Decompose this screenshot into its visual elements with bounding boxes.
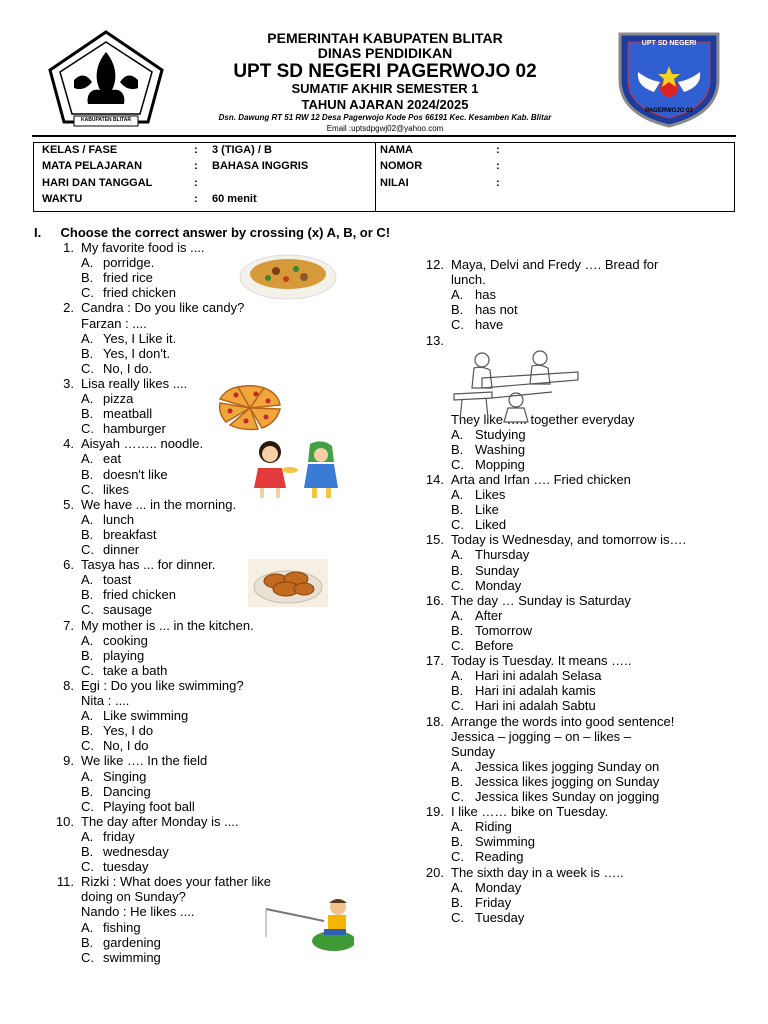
option-letter[interactable]: B. (81, 844, 94, 859)
option-letter[interactable]: C. (81, 360, 94, 376)
question-text: Aisyah …….. noodle. (81, 436, 204, 452)
header-line1: PEMERINTAH KABUPATEN BLITAR (267, 30, 503, 46)
nilai-colon[interactable]: : (496, 177, 500, 189)
answer-option[interactable]: doesn't like (103, 466, 168, 482)
answer-option[interactable]: Reading (475, 849, 524, 865)
question-number: 7. (63, 617, 74, 633)
option-letter[interactable]: C. (451, 849, 464, 865)
option-letter[interactable]: A. (81, 919, 94, 935)
question-text: The sixth day in a week is ….. (451, 864, 624, 880)
answer-option[interactable]: fried chicken (103, 587, 176, 603)
option-letter[interactable]: C. (451, 577, 464, 593)
answer-option[interactable]: gardening (103, 934, 161, 950)
question-text: Arta and Irfan …. Fried chicken (451, 471, 631, 487)
option-letter[interactable]: B. (81, 587, 94, 603)
nama-label: NAMA (380, 144, 413, 156)
option-letter[interactable]: B. (451, 302, 464, 318)
nilai-label: NILAI (380, 177, 409, 189)
question-number: 6. (63, 557, 74, 573)
question-number: 17. (425, 653, 444, 669)
answer-option[interactable]: cooking (103, 632, 148, 648)
answer-option[interactable]: Dancing (103, 783, 151, 799)
option-letter[interactable]: A. (81, 828, 94, 844)
question-text: We have ... in the morning. (81, 496, 237, 512)
question-text: Rizki : What does your father like (81, 874, 272, 890)
fried-chicken-image (248, 559, 328, 607)
option-letter[interactable]: A. (81, 572, 94, 588)
answer-option[interactable]: has (475, 287, 496, 303)
answer-option[interactable]: Likes (475, 487, 506, 502)
kelas-label: KELAS / FASE (42, 144, 118, 156)
pizza-image (216, 385, 284, 431)
left-logo-caption: KABUPATEN BLITAR (81, 117, 131, 123)
option-letter[interactable]: C. (81, 662, 94, 678)
answer-option[interactable]: fishing (103, 919, 141, 935)
question-text: We like …. In the field (81, 753, 208, 769)
option-letter[interactable]: B. (81, 783, 94, 799)
answer-option[interactable]: Thursday (475, 547, 530, 563)
answer-option[interactable]: Playing foot ball (103, 798, 195, 814)
answer-option[interactable]: likes (103, 481, 130, 497)
option-letter[interactable]: C. (451, 638, 464, 653)
mapel-value: BAHASA INGGRIS (212, 160, 309, 172)
option-letter[interactable]: B. (81, 345, 94, 361)
option-letter[interactable]: A. (81, 632, 94, 648)
nomor-colon[interactable]: : (496, 160, 500, 172)
option-letter[interactable]: B. (81, 466, 94, 482)
option-letter[interactable]: C. (81, 285, 94, 301)
question-number: 2. (63, 300, 74, 316)
school-year: TAHUN AJARAN 2024/2025 (301, 97, 469, 112)
answer-option[interactable]: Hari ini adalah kamis (475, 683, 596, 699)
option-letter[interactable]: A. (81, 768, 94, 784)
waktu-value: 60 menit (212, 193, 257, 205)
answer-option[interactable]: toast (103, 572, 132, 588)
question-text: They like ….. together everyday (451, 411, 635, 427)
answer-option[interactable]: wednesday (103, 844, 169, 859)
answer-option[interactable]: playing (103, 647, 145, 663)
option-letter[interactable]: B. (451, 894, 464, 910)
option-letter[interactable]: A. (451, 487, 464, 502)
right-logo-top-text: UPT SD NEGERI (641, 40, 697, 47)
school-name: UPT SD NEGERI PAGERWOJO 02 (233, 61, 537, 82)
question-number: 14. (425, 471, 444, 487)
option-letter[interactable]: C. (451, 317, 464, 333)
question-text: The day … Sunday is Saturday (451, 592, 631, 608)
option-letter[interactable]: C. (81, 421, 94, 437)
option-letter[interactable]: A. (451, 758, 464, 774)
answer-option[interactable]: hamburger (103, 421, 166, 437)
question-number: 20. (425, 864, 444, 880)
option-letter[interactable]: B. (81, 406, 94, 422)
question-number: 19. (425, 804, 444, 820)
option-letter[interactable]: A. (451, 287, 464, 303)
answer-option[interactable]: Sunday (475, 562, 520, 578)
question-number: 16. (425, 592, 444, 608)
answer-option[interactable]: porridge. (103, 255, 155, 271)
question-number: 3. (63, 375, 74, 391)
option-letter[interactable]: C. (81, 798, 94, 814)
option-letter[interactable]: B. (451, 441, 464, 457)
question-text: Sunday (451, 743, 496, 759)
option-letter[interactable]: A. (451, 668, 464, 684)
question-number: 18. (425, 713, 444, 729)
question-text: Maya, Delvi and Fredy …. Bread for (451, 257, 659, 272)
answer-option[interactable]: Singing (103, 768, 147, 784)
question-number: 12. (425, 257, 444, 272)
option-letter[interactable]: A. (81, 330, 94, 346)
answer-option[interactable]: Yes, I don't. (103, 345, 171, 361)
answer-option[interactable]: Yes, I do (103, 723, 154, 739)
question-number: 9. (63, 753, 74, 769)
question-text: Nando : He likes .... (81, 904, 195, 920)
option-letter[interactable]: C. (451, 517, 464, 533)
question-text: Tasya has ... for dinner. (81, 557, 216, 573)
question-number: 13. (425, 332, 444, 348)
answer-option[interactable]: has not (475, 302, 518, 318)
question-number: 8. (63, 677, 74, 693)
answer-option[interactable]: take a bath (103, 662, 168, 678)
mapel-colon: : (194, 160, 198, 172)
question-number: 10. (55, 813, 74, 829)
school-address: Dsn. Dawung RT 51 RW 12 Desa Pagerwojo Kode Pos 66191 Kec. Kesamben Kab. Blitar (218, 113, 552, 122)
answer-option[interactable]: Jessica likes jogging Sunday on (475, 758, 660, 774)
section-instruction: Choose the correct answer by crossing (x) A, B, or C! (60, 225, 391, 240)
question-text: I like …… bike on Tuesday. (451, 804, 609, 820)
option-letter[interactable]: C. (451, 789, 464, 804)
option-letter[interactable]: A. (451, 547, 464, 563)
option-letter[interactable]: B. (451, 502, 464, 518)
answer-option[interactable]: breakfast (103, 526, 157, 542)
question-text: Jessica – jogging – on – likes – (451, 728, 631, 744)
waktu-label: WAKTU (42, 193, 83, 205)
option-letter[interactable]: B. (81, 723, 94, 739)
answer-option[interactable]: Hari ini adalah Selasa (475, 668, 602, 684)
answer-option[interactable]: After (475, 607, 503, 623)
answer-option[interactable]: Hari ini adalah Sabtu (475, 698, 596, 714)
nomor-label: NOMOR (380, 160, 423, 172)
option-letter[interactable]: C. (451, 456, 464, 472)
question-text: Nita : .... (81, 693, 130, 708)
question-text: Today is Tuesday. It means ….. (451, 653, 632, 669)
kelas-colon: : (194, 144, 198, 156)
hari-label: HARI DAN TANGGAL (42, 177, 153, 189)
info-divider (375, 143, 376, 211)
option-letter[interactable]: B. (81, 647, 94, 663)
question-number: 5. (63, 496, 74, 512)
answer-option[interactable]: lunch (103, 511, 135, 527)
answer-option[interactable]: Like swimming (103, 708, 189, 724)
question-text: My mother is ... in the kitchen. (81, 617, 254, 633)
answer-option[interactable]: meatball (103, 406, 153, 422)
header-rule (32, 135, 736, 137)
question-text: Egi : Do you like swimming? (81, 677, 244, 693)
question-number: 11. (56, 874, 74, 890)
answer-option[interactable]: Swimming (475, 834, 535, 850)
option-letter[interactable]: C. (451, 698, 464, 714)
answer-option[interactable]: friday (103, 828, 135, 844)
girls-noodle-image (250, 438, 342, 500)
section-roman: I. (34, 225, 42, 240)
option-letter[interactable]: A. (451, 607, 464, 623)
option-letter[interactable]: B. (451, 562, 464, 578)
answer-option[interactable]: Riding (475, 819, 512, 835)
question-number: 1. (63, 240, 74, 255)
question-number: 4. (63, 436, 74, 452)
answer-option[interactable]: Jessica likes Sunday on jogging (475, 789, 660, 804)
mapel-label: MATA PELAJARAN (42, 160, 143, 172)
option-letter[interactable]: A. (81, 451, 94, 467)
option-letter[interactable]: A. (81, 391, 94, 406)
option-letter[interactable]: B. (451, 683, 464, 699)
nama-colon[interactable]: : (496, 144, 500, 156)
answer-option[interactable]: Yes, I Like it. (103, 330, 177, 346)
option-letter[interactable]: C. (81, 949, 94, 965)
answer-option[interactable]: Tuesday (475, 909, 525, 925)
section-heading (34, 225, 390, 240)
question-text: The day after Monday is .... (81, 813, 239, 829)
answer-option[interactable]: Liked (475, 517, 507, 533)
option-letter[interactable]: A. (451, 879, 464, 895)
option-letter[interactable]: A. (81, 255, 94, 271)
header-line2: DINAS PENDIDIKAN (317, 45, 453, 61)
option-letter[interactable]: B. (81, 270, 94, 286)
option-letter[interactable]: B. (451, 834, 464, 850)
option-letter[interactable]: B. (451, 622, 464, 638)
option-letter[interactable]: C. (451, 909, 464, 925)
school-email: Email :uptsdpgwj02@yahoo.com (326, 124, 444, 133)
option-letter[interactable]: B. (451, 773, 464, 789)
answer-option[interactable]: sausage (103, 602, 153, 618)
answer-option[interactable]: Before (475, 638, 514, 653)
question-text: Lisa really likes .... (81, 375, 188, 391)
question-number: 15. (425, 532, 444, 548)
students-studying-image (452, 348, 580, 424)
answer-option[interactable]: Jessica likes jogging on Sunday (475, 773, 660, 789)
answer-option[interactable]: pizza (103, 391, 134, 406)
option-letter[interactable]: A. (451, 426, 464, 442)
option-letter[interactable]: C. (81, 602, 94, 618)
answer-option[interactable]: tuesday (103, 859, 149, 875)
option-letter[interactable]: C. (81, 859, 94, 875)
option-letter[interactable]: C. (81, 738, 94, 754)
question-text: Farzan : .... (81, 315, 147, 331)
answer-option[interactable]: fried rice (103, 270, 153, 286)
right-logo-bottom-text: PAGERWOJO 02 (645, 108, 693, 114)
waktu-colon: : (194, 193, 198, 205)
answer-option[interactable]: swimming (103, 949, 161, 965)
fishing-boy-image (262, 893, 354, 953)
fried-rice-image (236, 247, 340, 301)
answer-option[interactable]: Mopping (475, 456, 525, 472)
question-text: Arrange the words into good sentence! (451, 713, 675, 729)
answer-option[interactable]: Monday (475, 879, 522, 895)
option-letter[interactable]: C. (81, 542, 94, 557)
option-letter[interactable]: A. (451, 819, 464, 835)
option-letter[interactable]: A. (81, 511, 94, 527)
answer-option[interactable]: Tomorrow (475, 622, 533, 638)
question-text: My favorite food is .... (81, 240, 205, 255)
option-letter[interactable]: B. (81, 934, 94, 950)
answer-option[interactable]: No, I do. (103, 360, 153, 376)
hari-colon: : (194, 177, 198, 189)
answer-option[interactable]: Washing (475, 441, 526, 457)
question-text: Today is Wednesday, and tomorrow is…. (451, 532, 687, 548)
question-text: doing on Sunday? (81, 889, 186, 905)
answer-option[interactable]: Like (475, 502, 499, 518)
answer-option[interactable]: fried chicken (103, 285, 176, 301)
exam-title: SUMATIF AKHIR SEMESTER 1 (291, 81, 479, 96)
answer-option[interactable]: Monday (475, 577, 522, 593)
question-text: lunch. (451, 272, 486, 288)
question-text: Candra : Do you like candy? (81, 300, 245, 316)
answer-option[interactable]: eat (103, 451, 122, 467)
answer-option[interactable]: Friday (475, 894, 512, 910)
answer-option[interactable]: No, I do (103, 738, 149, 754)
answer-option[interactable]: have (475, 317, 504, 333)
answer-option[interactable]: Studying (475, 426, 526, 442)
kelas-value: 3 (TIGA) / B (212, 144, 272, 156)
option-letter[interactable]: B. (81, 526, 94, 542)
option-letter[interactable]: C. (81, 481, 94, 497)
answer-option[interactable]: dinner (103, 542, 140, 557)
option-letter[interactable]: A. (81, 708, 94, 724)
